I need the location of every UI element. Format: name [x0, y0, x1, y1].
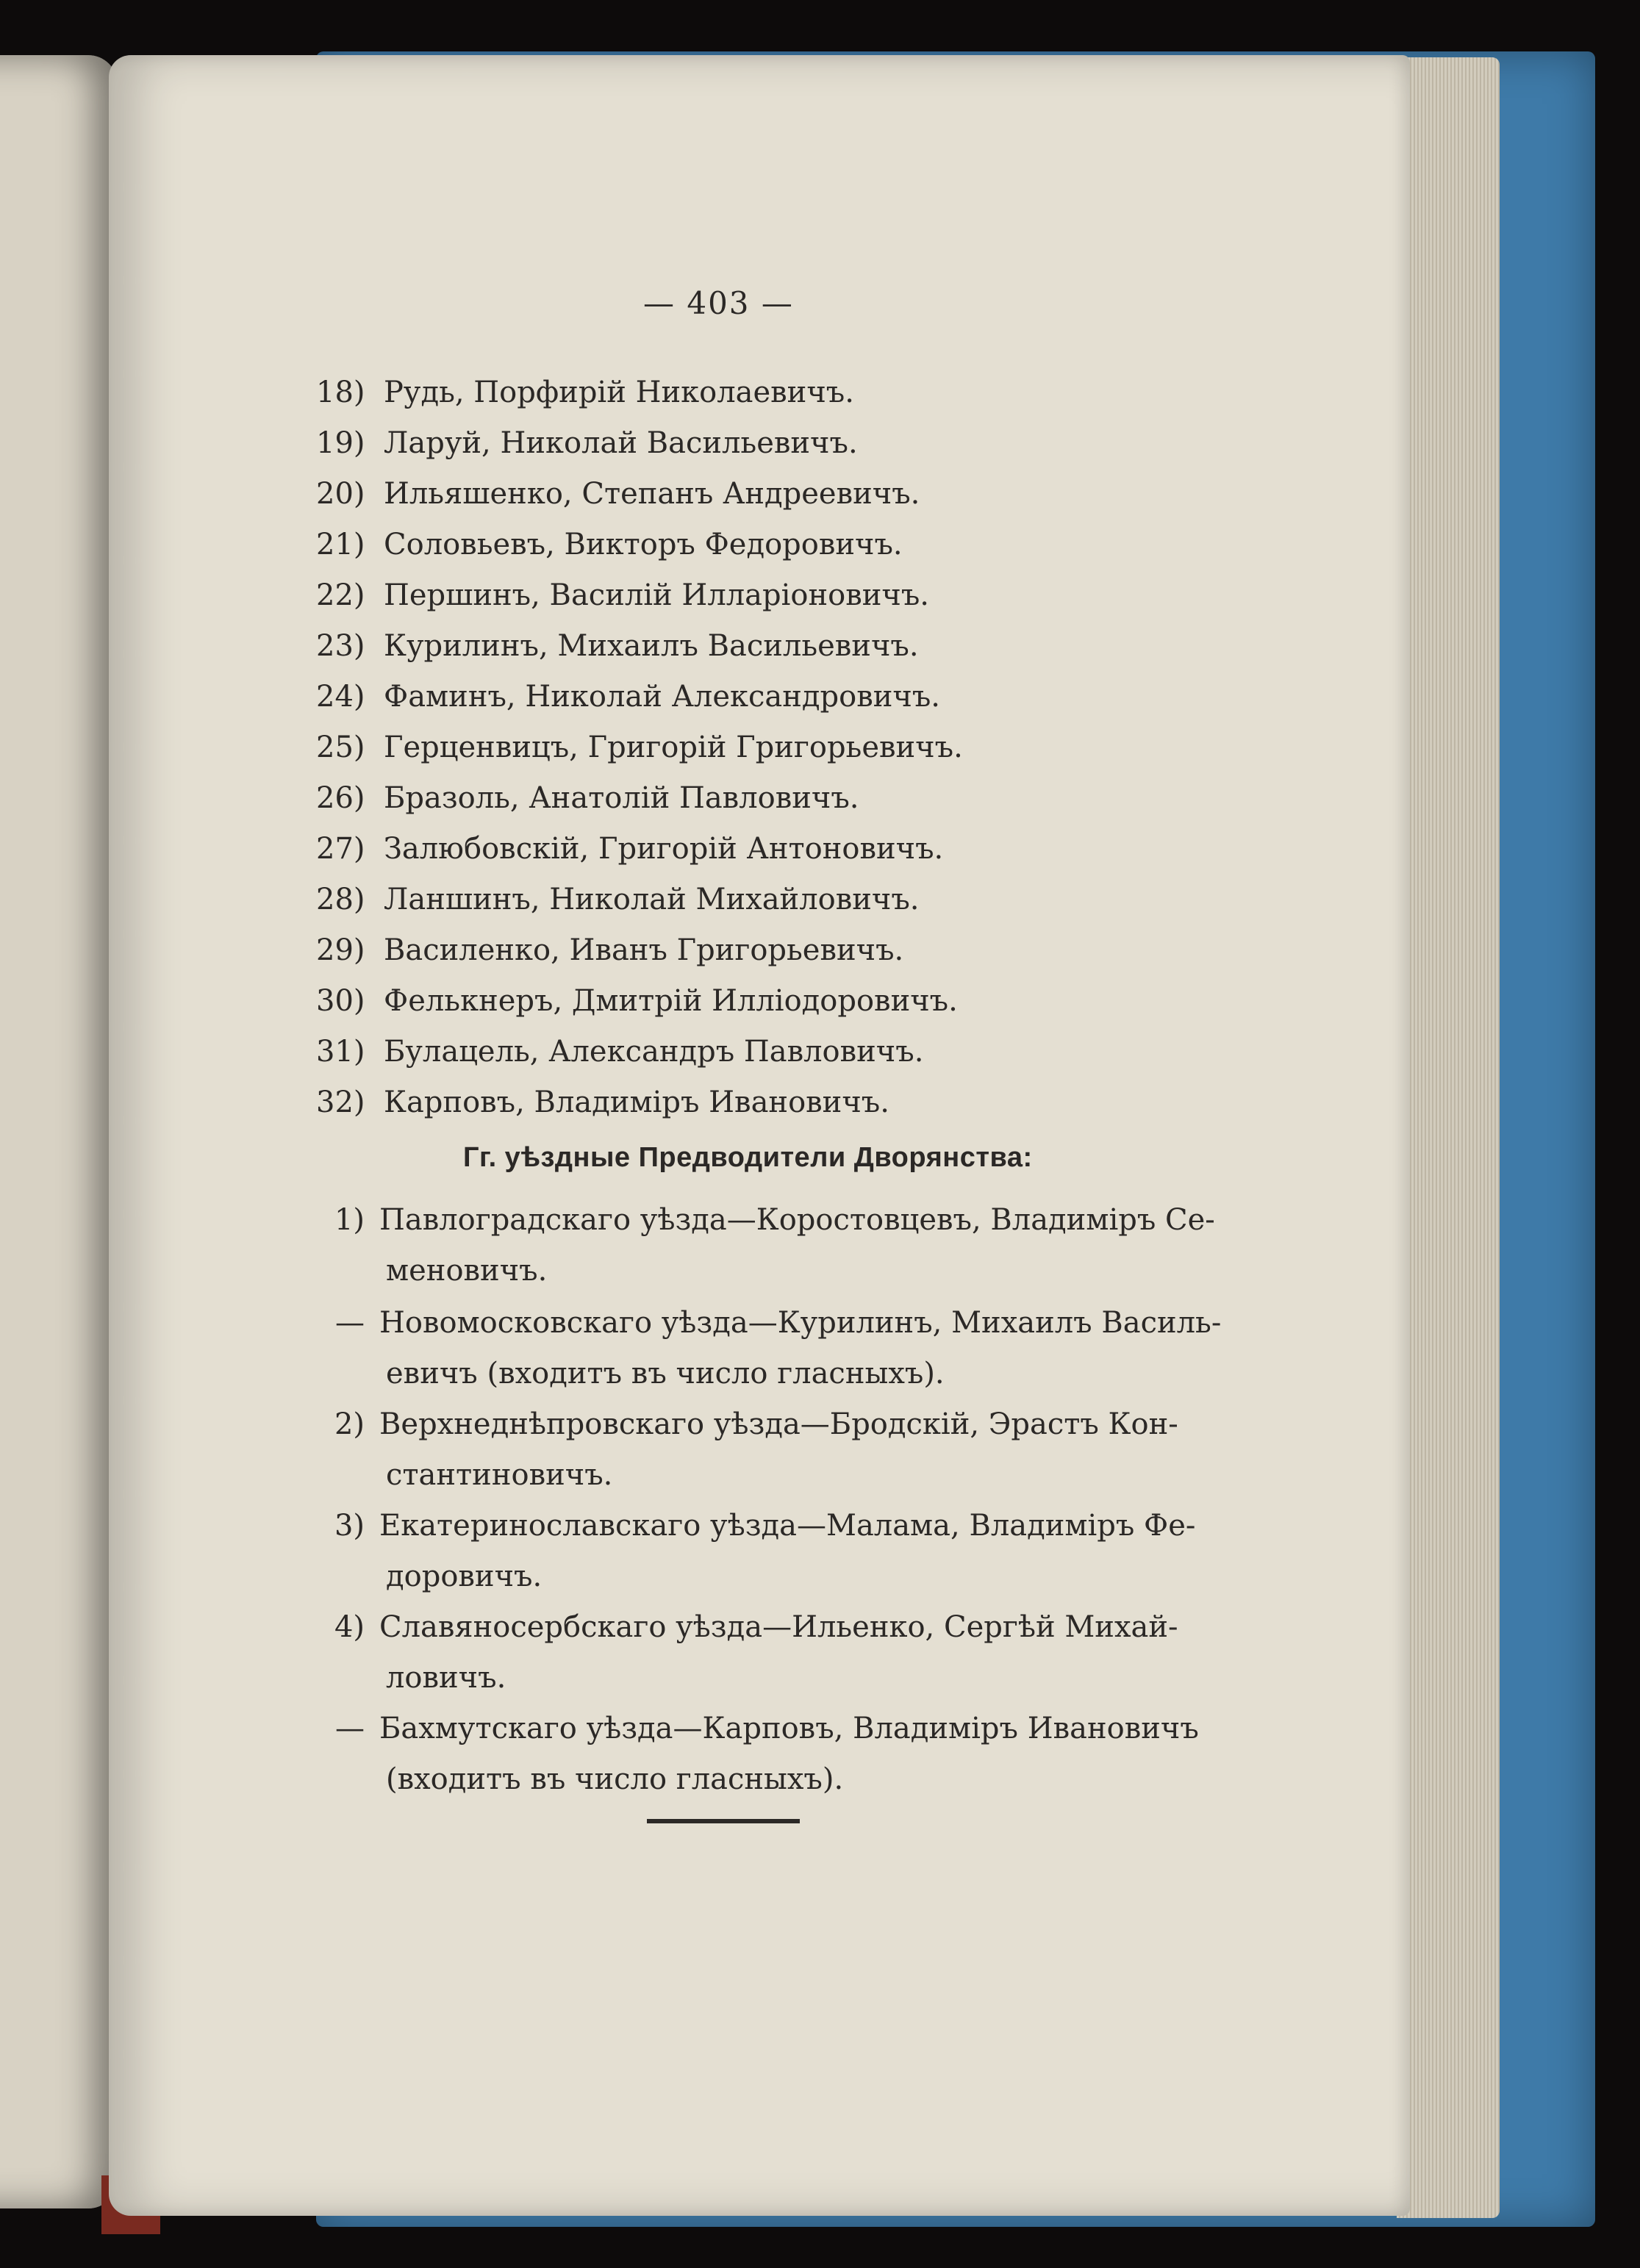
member-number: 24)	[316, 680, 365, 714]
marshal-continuation: ловичъ.	[386, 1661, 506, 1695]
page-number: — 403 —	[643, 285, 794, 321]
marshal-text: Екатеринославскаго уѣзда—Малама, Владиміръ Фе-	[379, 1509, 1196, 1543]
marshal-text: Верхнеднѣпровскаго уѣзда—Бродскій, Эрастъ Кон-	[379, 1407, 1178, 1441]
member-row	[316, 933, 903, 968]
section-heading: Гг. уѣздные Предводители Дворянства:	[463, 1142, 1033, 1173]
member-number: 30)	[316, 984, 365, 1018]
member-name: Соловьевъ, Викторъ Федоровичъ.	[384, 528, 903, 561]
member-name: Герценвицъ, Григорій Григорьевичъ.	[384, 731, 963, 764]
member-name: Василенко, Иванъ Григорьевичъ.	[384, 933, 904, 967]
member-row	[316, 426, 858, 461]
member-number: 22)	[316, 578, 365, 612]
member-number: 32)	[316, 1085, 365, 1119]
member-row	[316, 831, 943, 866]
member-name: Ланшинъ, Николай Михайловичъ.	[384, 883, 920, 916]
marshal-dash: —	[335, 1712, 365, 1745]
member-name: Карповъ, Владиміръ Ивановичъ.	[384, 1085, 889, 1119]
marshal-line	[331, 1305, 1221, 1341]
member-row	[316, 1085, 889, 1120]
member-number: 23)	[316, 629, 365, 663]
marshal-line	[331, 1711, 1199, 1746]
member-number: 25)	[316, 731, 365, 764]
member-name: Рудь, Порфирій Николаевичъ.	[384, 376, 854, 409]
marshal-continuation: евичъ (входитъ въ число гласныхъ).	[386, 1357, 945, 1390]
member-name: Першинъ, Василій Илларіоновичъ.	[384, 578, 929, 612]
member-number: 31)	[316, 1035, 365, 1069]
member-number: 20)	[316, 477, 365, 511]
member-row	[316, 983, 958, 1019]
marshal-dash: —	[335, 1306, 365, 1340]
marshal-line	[331, 1610, 1178, 1645]
member-number: 18)	[316, 376, 365, 409]
member-row	[316, 527, 903, 562]
marshal-continuation: (входитъ въ число гласныхъ).	[386, 1762, 844, 1796]
member-name: Ларуй, Николай Васильевичъ.	[384, 426, 858, 460]
member-number: 27)	[316, 832, 365, 866]
marshal-text: Славяносербскаго уѣзда—Ильенко, Сергѣй Михай-	[379, 1610, 1178, 1644]
member-row	[316, 476, 920, 512]
marshal-line	[331, 1508, 1195, 1543]
member-name: Курилинъ, Михаилъ Васильевичъ.	[384, 629, 919, 663]
member-row	[316, 679, 940, 714]
marshal-number: 3)	[334, 1509, 365, 1543]
marshal-continuation: доровичъ.	[386, 1560, 543, 1593]
page-edges	[1397, 57, 1500, 2218]
member-row	[316, 882, 920, 917]
marshal-line	[331, 1407, 1178, 1442]
member-name: Фелькнеръ, Дмитрій Иллiодоровичъ.	[384, 984, 958, 1018]
member-number: 29)	[316, 933, 365, 967]
closing-rule	[647, 1819, 800, 1823]
marshal-number: 2)	[334, 1407, 365, 1441]
member-number: 19)	[316, 426, 365, 460]
member-number: 21)	[316, 528, 365, 561]
marshal-number: 1)	[334, 1203, 365, 1237]
marshal-text: Новомосковскаго уѣзда—Курилинъ, Михаилъ Василь-	[379, 1306, 1222, 1340]
member-name: Ильяшенко, Степанъ Андреевичъ.	[384, 477, 920, 511]
marshal-text: Бахмутскаго уѣзда—Карповъ, Владиміръ Ивановичъ	[379, 1712, 1199, 1745]
member-row	[316, 730, 963, 765]
member-row	[316, 780, 859, 816]
member-name: Залюбовскій, Григорій Антоновичъ.	[384, 832, 944, 866]
marshal-continuation: меновичъ.	[386, 1254, 548, 1288]
member-row	[316, 578, 929, 613]
marshal-line	[331, 1202, 1215, 1238]
member-name: Бразоль, Анатолій Павловичъ.	[384, 781, 859, 815]
member-number: 26)	[316, 781, 365, 815]
member-name: Булацель, Александръ Павловичъ.	[384, 1035, 924, 1069]
member-name: Фаминъ, Николай Александровичъ.	[384, 680, 941, 714]
member-number: 28)	[316, 883, 365, 916]
member-row	[316, 628, 919, 664]
member-row	[316, 375, 854, 410]
facing-page	[0, 55, 118, 2208]
marshal-number: 4)	[334, 1610, 365, 1644]
marshal-continuation: стантиновичъ.	[386, 1458, 613, 1492]
member-row	[316, 1034, 923, 1069]
marshal-text: Павлоградскаго уѣзда—Коростовцевъ, Владиміръ Се-	[379, 1203, 1215, 1237]
